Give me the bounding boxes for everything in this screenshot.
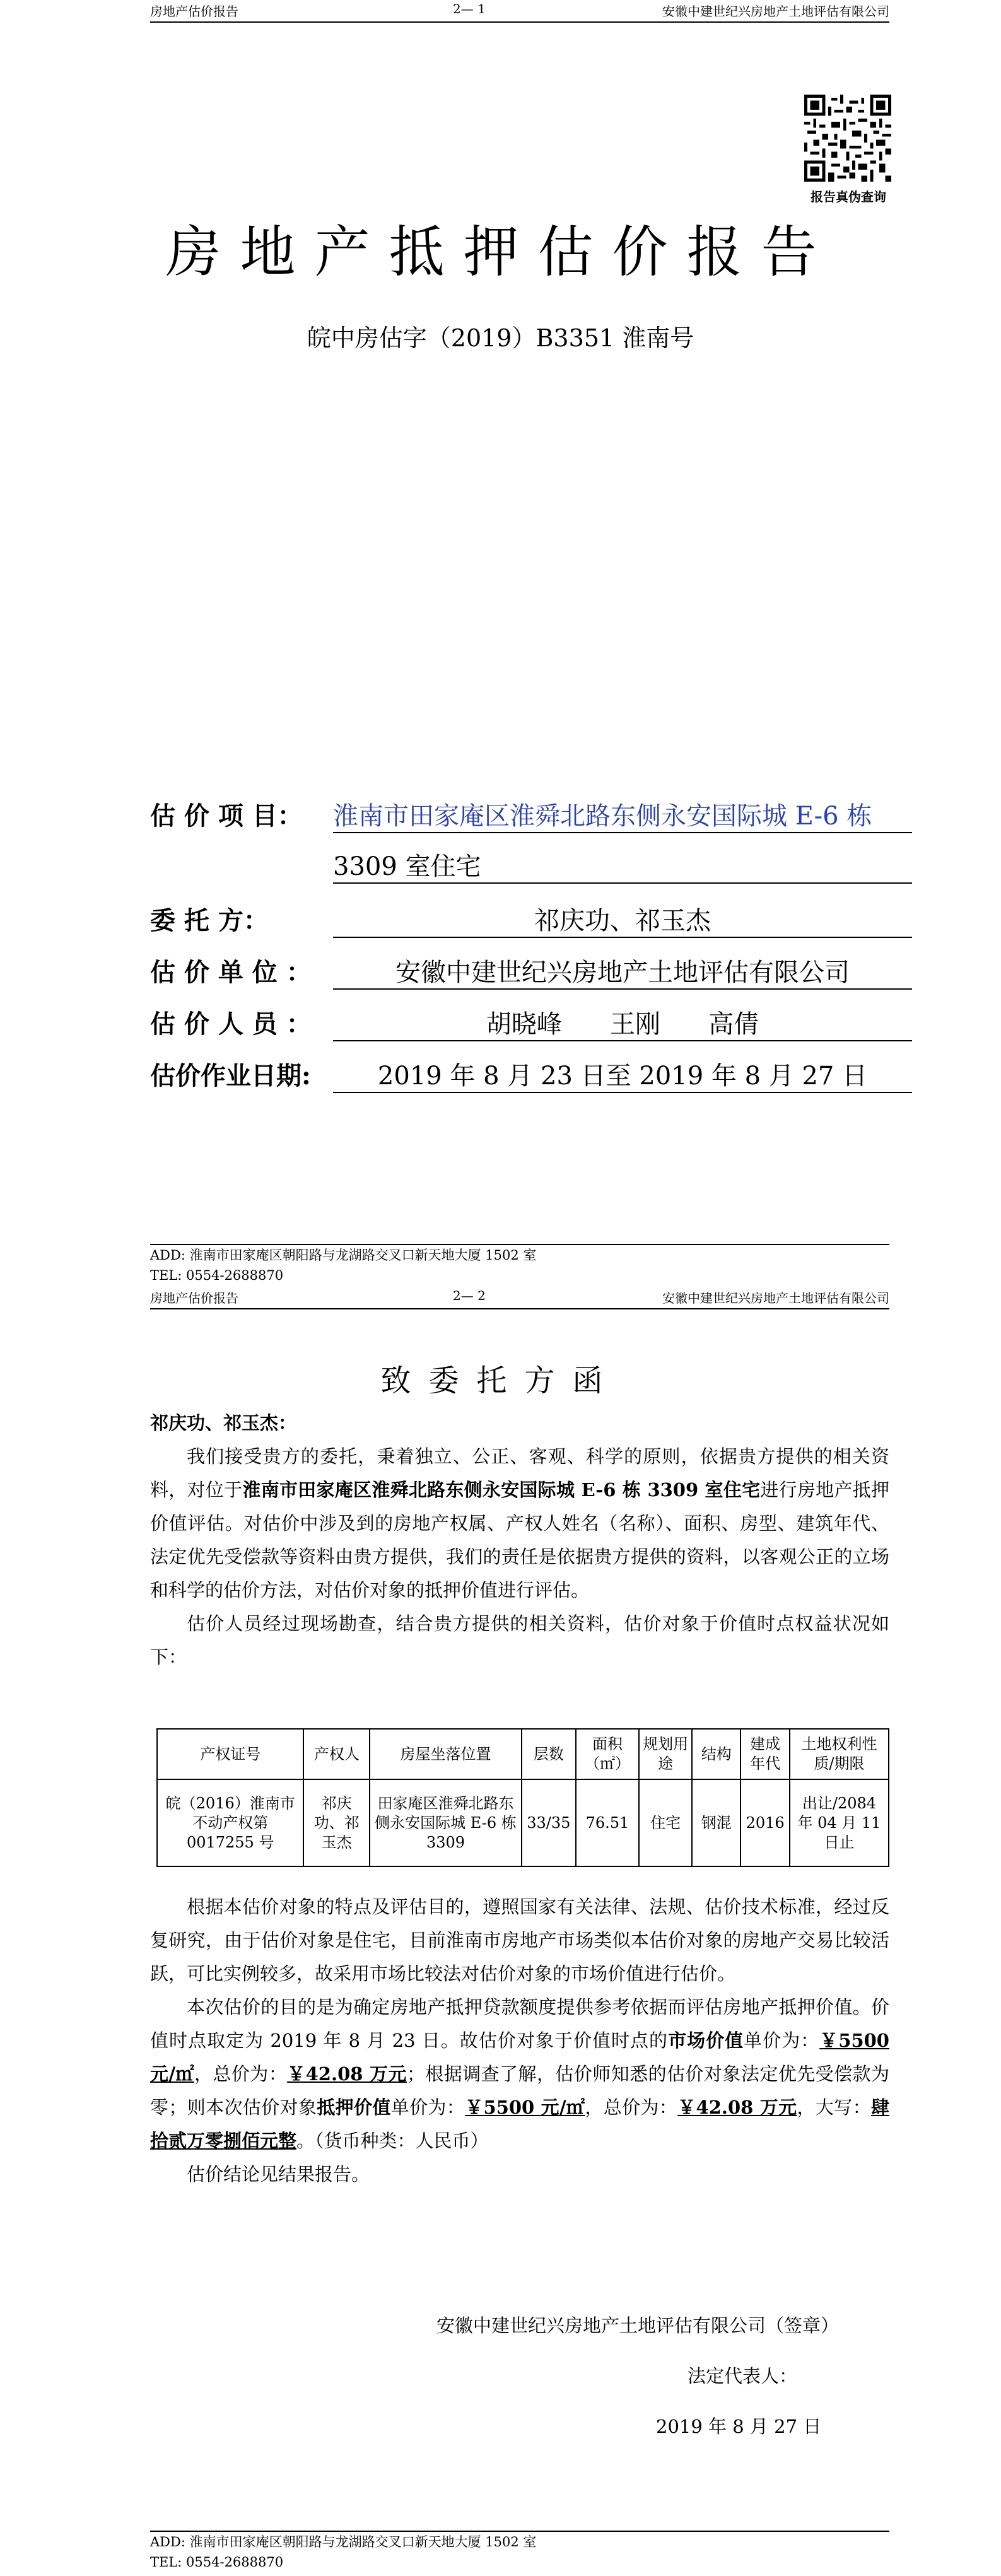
field-work-date-label: 估价作业日期: <box>150 1061 311 1091</box>
header-right: 安徽中建世纪兴房地产土地评估有限公司 <box>662 4 889 19</box>
letter-body <box>150 1407 889 1674</box>
market-unit-price: ￥5500 元/㎡ <box>150 2030 889 2085</box>
table-header-cell: 层数 <box>522 1729 576 1779</box>
table-cell: 皖（2016）淮南市不动产权第 0017255 号 <box>157 1779 303 1866</box>
property-address-bold: 淮南市田家庵区淮舜北路东侧永安国际城 E-6 栋 3309 室住宅 <box>242 1479 761 1501</box>
letter-paragraph-4: 本次估价的目的是为确定房地产抵押贷款额度提供参考依据而评估房地产抵押价值。价值时点取定为 2019 年 8 月 23 日。故估价对象于价值时点的市场价值单价为：￥5500 元/㎡，总价为：￥42.08 万元；根据调查了解，估价师知悉的估价对象法定优先受偿款为零；则本次估价对象抵押价值单价为：￥5500 元/㎡，总价为：￥42.08 万元，大写：肆拾贰万零捌佰元整。（货币种类：人民币） <box>150 1996 889 2152</box>
header-left: 房地产估价报告 <box>150 1291 238 1306</box>
table-cell: 祁庆功、祁玉杰 <box>303 1779 370 1866</box>
page-footer <box>150 2531 889 2572</box>
signature-company: 安徽中建世纪兴房地产土地评估有限公司（签章） <box>436 2315 840 2336</box>
table-cell: 2016 <box>741 1779 789 1866</box>
footer-tel: TEL: 0554-2688870 <box>150 2555 284 2570</box>
field-appraiser-unit-label: 估 价 单 位 ： <box>150 957 312 987</box>
page-header <box>150 1287 889 1309</box>
field-work-date <box>150 1056 868 1092</box>
mortgage-total-in-words: 肆拾贰万零捌佰元整 <box>150 2097 889 2152</box>
letter-to-client-page <box>0 1287 1001 2576</box>
field-project-value-line2: 3309 室住宅 <box>333 846 912 884</box>
field-client-label: 委 托 方： <box>150 906 269 935</box>
field-appraisers-label: 估 价 人 员 ： <box>150 1009 312 1039</box>
table-header-cell: 土地权利性质/期限 <box>790 1729 889 1779</box>
market-total-price: ￥42.08 万元 <box>287 2063 407 2085</box>
table-cell: 33/35 <box>522 1779 576 1866</box>
table-header-cell: 房屋坐落位置 <box>370 1729 522 1779</box>
mortgage-unit-price: ￥5500 元/㎡ <box>465 2097 585 2118</box>
table-header-cell: 面积（㎡） <box>576 1729 640 1779</box>
table-header-cell: 建成年代 <box>741 1729 789 1779</box>
letter-paragraph-1: 我们接受贵方的委托，秉着独立、公正、客观、科学的原则，依据贵方提供的相关资料，对位于淮南市田家庵区淮舜北路东侧永安国际城 E-6 栋 3309 室住宅进行房地产抵押价值评估。对估价中涉及到的房地产权属、产权人姓名（名称）、面积、房型、建筑年代、法定优先受偿款等资料由贵方提供，我们的责任是依据贵方提供的资料，以客观公正的立场和科学的估价方法，对估价对象的抵押价值进行评估。 <box>150 1446 889 1601</box>
table-header-cell: 产权证号 <box>157 1729 303 1779</box>
field-work-date-value: 2019 年 8 月 23 日至 2019 年 8 月 27 日 <box>333 1056 912 1093</box>
table-header-cell: 结构 <box>692 1729 741 1779</box>
field-client <box>150 901 711 937</box>
signature-date: 2019 年 8 月 27 日 <box>656 2416 822 2437</box>
letter-paragraph-2: 估价人员经过现场勘查，结合贵方提供的相关资料，估价对象于价值时点权益状况如下： <box>150 1613 889 1668</box>
letter-paragraph-3: 根据本估价对象的特点及评估目的，遵照国家有关法律、法规、估价技术标准，经过反复研究，由于估价对象是住宅，目前淮南市房地产市场类似本估价对象的房地产交易比较活跃，可比实例较多，故采用市场比较法对估价对象的市场价值进行估价。 <box>150 1896 889 1984</box>
page-footer <box>150 1244 889 1285</box>
footer-address: ADD: 淮南市田家庵区朝阳路与龙湖路交叉口新天地大厦 1502 室 <box>150 1248 537 1263</box>
letter-salutation: 祁庆功、祁玉杰： <box>150 1412 297 1434</box>
table-cell: 76.51 <box>576 1779 640 1866</box>
table-header-cell: 产权人 <box>303 1729 370 1779</box>
header-page-number: 2— 1 <box>453 1 486 16</box>
table-cell: 住宅 <box>639 1779 692 1866</box>
table-header-cell: 规划用途 <box>639 1729 692 1779</box>
qr-code-caption: 报告真伪查询 <box>811 189 886 204</box>
table-cell: 田家庵区淮舜北路东侧永安国际城 E-6 栋 3309 <box>370 1779 522 1866</box>
qr-code-icon[interactable] <box>804 95 891 182</box>
mortgage-total-price: ￥42.08 万元 <box>677 2097 797 2118</box>
field-project-label: 估 价 项 目： <box>150 801 303 831</box>
table-row <box>157 1779 889 1866</box>
field-project-value: 淮南市田家庵区淮舜北路东侧永安国际城 E-6 栋 <box>333 796 912 833</box>
footer-address: ADD: 淮南市田家庵区朝阳路与龙湖路交叉口新天地大厦 1502 室 <box>150 2534 537 2550</box>
header-page-number: 2— 2 <box>453 1288 486 1303</box>
letter-paragraph-5: 估价结论见结果报告。 <box>187 2163 370 2185</box>
property-info-table <box>156 1728 889 1867</box>
table-cell: 出让/2084 年 04 月 11 日止 <box>790 1779 889 1866</box>
header-right: 安徽中建世纪兴房地产土地评估有限公司 <box>662 1291 889 1306</box>
report-title: 房地产抵押估价报告 <box>165 220 836 284</box>
table-cell: 钢混 <box>692 1779 741 1866</box>
report-cover-page <box>0 0 1001 1287</box>
field-appraisers <box>150 1004 759 1040</box>
field-project <box>150 796 872 832</box>
footer-tel: TEL: 0554-2688870 <box>150 1268 284 1283</box>
letter-body-continued <box>150 1890 889 2191</box>
report-document-number: 皖中房估字（2019）B3351 淮南号 <box>307 324 694 352</box>
signature-legal-representative: 法定代表人： <box>688 2365 798 2387</box>
header-left: 房地产估价报告 <box>150 4 238 19</box>
field-appraiser-unit-value: 安徽中建世纪兴房地产土地评估有限公司 <box>333 952 912 990</box>
table-header-row <box>157 1729 889 1779</box>
field-appraiser-unit <box>150 952 850 988</box>
field-client-value: 祁庆功、祁玉杰 <box>333 901 912 938</box>
field-appraisers-value: 胡晓峰 王刚 高倩 <box>333 1004 912 1041</box>
letter-title: 致委托方函 <box>380 1363 621 1398</box>
page-header <box>150 0 889 23</box>
